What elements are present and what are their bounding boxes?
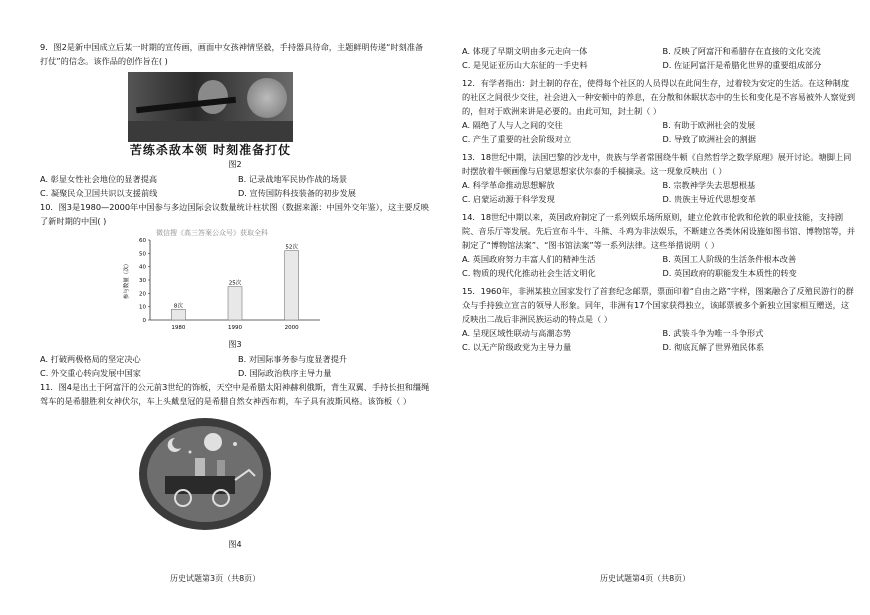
y-tick-label: 0	[142, 318, 146, 324]
option-a[interactable]: A. 隔绝了人与人之间的交往	[462, 120, 563, 130]
option-d[interactable]: D. 彻底瓦解了世界殖民体系	[662, 342, 765, 352]
option-d[interactable]: D. 宣传国防科技装备的初步发展	[238, 188, 356, 198]
data-label-1990: 25次	[228, 280, 242, 287]
option-b[interactable]: B. 反映了阿富汗和希腊存在直接的文化交流	[662, 46, 821, 56]
y-axis-label: 参与数量（次）	[124, 260, 130, 300]
figure-4-caption: 图4	[228, 540, 242, 549]
relief-plaque-image	[135, 414, 275, 534]
option-d[interactable]: D. 导致了欧洲社会的割据	[662, 134, 756, 144]
question-12: 12．有学者指出：封土制的存在，使得每个社区的人员得以在此间生存，过着较为安定的生活。在这种制度的社区之间很少交往，社会进入一种安顿中的养息，在分散和休眠状态中的生长和变化是不容易被外人察觉到的，但对于欧洲来讲是必要的。由此可知，封土制（ ）	[462, 78, 856, 116]
question-11: 11．图4是出土于阿富汗的公元前3世纪的饰板，天空中是希腊太阳神赫利俄斯，背生双翼、手持长担和缰绳驾车的是希腊胜利女神伏尔，车上头戴皇冠的是希腊自然女神西布莉，车子具有波斯风格。该饰板（ ）	[40, 382, 430, 406]
option-b[interactable]: B. 英国工人阶级的生活条件根本改善	[662, 254, 797, 264]
question-13: 13．18世纪中期，法国巴黎的沙龙中，贵族与学者常围绕牛顿《自然哲学之数学原理》展开讨论。塘脚上同时摆放着牛顿画像与启蒙思想家伏尔泰的手稿摘录。这一现象反映出（ ）	[462, 152, 852, 176]
question-14-options	[462, 252, 857, 280]
question-9-options	[40, 172, 430, 200]
option-a[interactable]: A. 呈现区域性联动与高潮态势	[462, 328, 571, 338]
question-14: 14．18世纪中期以来，英国政府制定了一系列娱乐场所原则，建立伦敦市伦敦和伦敦的职业技能，支持剧院、音乐厅等发展。先后宣布斗牛、斗熊、斗鸡为非法娱乐，不断建立各类休闲设施如图书馆、博物馆等，并制定了“博物馆法案”、“图书馆法案”等一系列法律。这些举措说明（ ）	[462, 212, 856, 250]
figure-2-caption: 图2	[228, 160, 242, 169]
bar-1980	[171, 309, 185, 320]
figure-3-caption: 图3	[228, 340, 242, 349]
right-page-footer: 历史试题第4页（共8页）	[600, 574, 691, 583]
poster-slogan: 苦练杀敌本领 时刻准备打仗	[129, 143, 292, 157]
y-tick-label: 10	[139, 304, 146, 311]
propaganda-poster-image	[128, 72, 293, 142]
bar-1990	[228, 287, 242, 320]
option-c[interactable]: C. 外交重心转向发展中国家	[40, 368, 141, 378]
option-a[interactable]: A. 彰显女性社会地位的显著提高	[40, 174, 158, 184]
chart-watermark: 微信搜《高三答案公众号》获取全科	[156, 229, 268, 237]
question-10: 10．图3是1980—2000年中国参与多边国际会议数量统计柱状图（数据来源：中国外交年鉴），这主要反映了新时期的中国( )	[40, 202, 429, 226]
x-tick-label-2000: 2000	[284, 325, 299, 331]
bar-2000	[285, 251, 299, 320]
bar-chart-figure-3	[120, 228, 340, 338]
question-11-options	[462, 44, 857, 72]
y-tick-label: 50	[139, 251, 146, 258]
bar-chart-svg	[120, 228, 340, 338]
data-label-2000: 52次	[285, 244, 298, 251]
option-c[interactable]: C. 启蒙运动源于科学发现	[462, 194, 555, 204]
option-b[interactable]: B. 对国际事务参与度显著提升	[238, 354, 348, 364]
option-b[interactable]: B. 武装斗争为唯一斗争形式	[662, 328, 764, 338]
option-c[interactable]: C. 产生了重要的社会阶级对立	[462, 134, 572, 144]
data-label-1980: 8次	[173, 303, 183, 310]
option-a[interactable]: A. 打破两极格局的坚定决心	[40, 354, 141, 364]
option-b[interactable]: B. 宗教神学失去思想根基	[662, 180, 756, 190]
question-15-options	[462, 326, 857, 354]
option-a[interactable]: A. 英国政府努力丰富人们的精神生活	[462, 254, 596, 264]
x-tick-label-1980: 1980	[171, 325, 186, 331]
option-d[interactable]: D. 贵族主导近代思想变革	[662, 194, 756, 204]
option-c[interactable]: C. 是见证亚历山大东征的一手史料	[462, 60, 588, 70]
option-a[interactable]: A. 科学革命推动思想解放	[462, 180, 555, 190]
option-a[interactable]: A. 体现了早期文明由多元走向一体	[462, 46, 588, 56]
question-15: 15．1960年，非洲某独立国家发行了首套纪念邮票，票面印着“自由之路”字样，图案融合了反殖民游行的群众与手持独立宣言的领导人形象。同年，非洲有17个国家获得独立，该邮票被多个新独立国家相互赠送，这反映出二战后非洲民族运动的特点是（ ）	[462, 286, 854, 324]
y-tick-label: 30	[139, 278, 146, 284]
question-13-options	[462, 178, 857, 206]
option-c[interactable]: C. 物质的现代化推动社会生活文明化	[462, 268, 596, 278]
option-c[interactable]: C. 凝聚民众卫国共识以支援前线	[40, 188, 158, 198]
option-d[interactable]: D. 国际政治秩序主导力量	[238, 368, 332, 378]
option-c[interactable]: C. 以无产阶级政党为主导力量	[462, 342, 572, 352]
question-12-options	[462, 118, 857, 146]
y-tick-label: 60	[139, 238, 146, 244]
left-page	[40, 40, 430, 552]
option-b[interactable]: B. 有助于欧洲社会的发展	[662, 120, 756, 130]
option-d[interactable]: D. 英国政府的职能发生本质性的转变	[662, 268, 797, 278]
y-tick-label: 20	[139, 291, 146, 298]
question-10-options	[40, 352, 430, 380]
option-b[interactable]: B. 记录战地军民协作战的场景	[238, 174, 348, 184]
option-d[interactable]: D. 佐证阿富汗是希腊化世界的重要组成部分	[662, 60, 822, 70]
right-page	[462, 44, 857, 354]
y-tick-label: 40	[139, 264, 146, 271]
x-tick-label-1990: 1990	[228, 325, 242, 331]
question-9: 9．图2是新中国成立后某一时期的宣传画，画面中女孩神情坚毅，手持器具待命，主题鲜明传递“时刻准备打仗”的信念。该作品的创作旨在( )	[40, 42, 424, 66]
left-page-footer: 历史试题第3页（共8页）	[170, 574, 261, 583]
